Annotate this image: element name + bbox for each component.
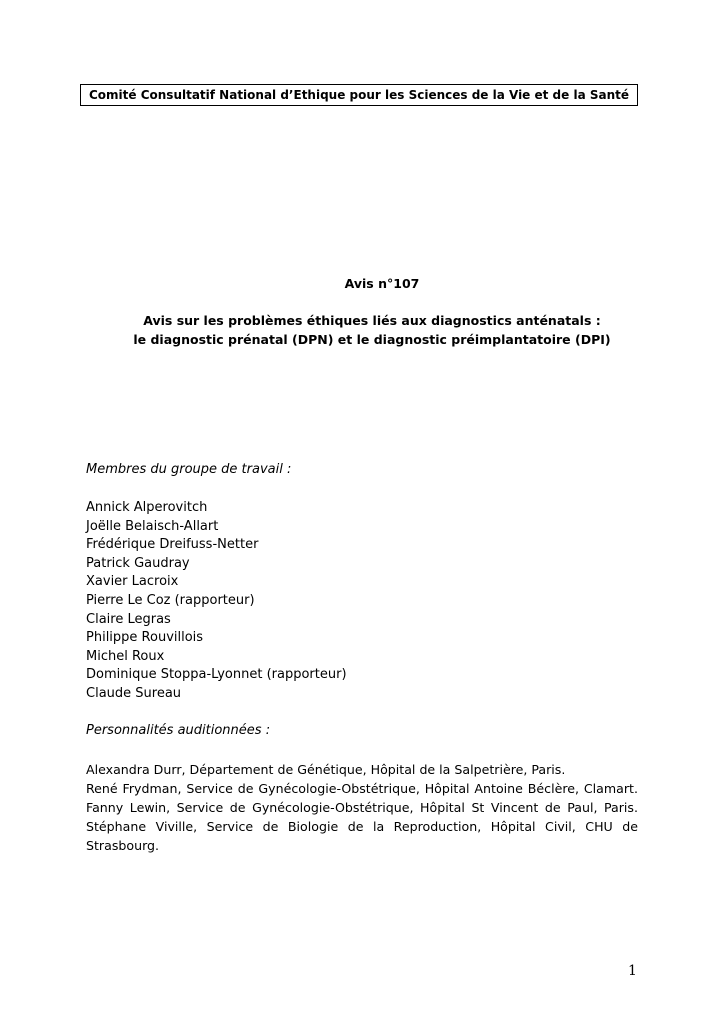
member-name: Annick Alperovitch — [86, 500, 208, 515]
members-list — [86, 499, 347, 704]
avis-title-line-1: Avis sur les problèmes éthiques liés aux diagnostics anténatals : — [143, 313, 601, 328]
member-name: Dominique Stoppa-Lyonnet (rapporteur) — [86, 667, 347, 683]
personalities-heading: Personnalités auditionnées : — [86, 723, 271, 738]
committee-header — [80, 84, 638, 106]
committee-name: Comité Consultatif National d’Ethique pour les Sciences de la Vie et de la Santé — [88, 88, 630, 102]
member-name: Joëlle Belaisch-Allart — [86, 518, 219, 534]
member-name: Frédérique Dreifuss-Netter — [86, 537, 259, 553]
page-number: 1 — [628, 963, 637, 979]
personalities-list — [86, 760, 638, 855]
member-name: Pierre Le Coz (rapporteur) — [86, 592, 255, 608]
personality-line: Fanny Lewin, Service de Gynécologie-Obstétrique, Hôpital St Vincent de Paul, Paris. — [86, 800, 638, 815]
member-name: Patrick Gaudray — [86, 555, 190, 571]
member-name: Philippe Rouvillois — [86, 630, 204, 646]
member-name: Claire Legras — [86, 611, 171, 627]
personality-line: Strasbourg. — [86, 838, 160, 853]
personality-line: René Frydman, Service de Gynécologie-Obstétrique, Hôpital Antoine Béclère, Clamart. — [86, 781, 638, 796]
avis-title-line-2: le diagnostic prénatal (DPN) et le diagnostic préimplantatoire (DPI) — [133, 332, 611, 347]
members-heading: Membres du groupe de travail : — [86, 462, 292, 477]
avis-number: Avis n°107 — [344, 276, 420, 291]
personality-line: Stéphane Viville, Service de Biologie de la Reproduction, Hôpital Civil, CHU de — [86, 819, 638, 834]
member-name: Michel Roux — [86, 648, 165, 664]
personality-line: Alexandra Durr, Département de Génétique, Hôpital de la Salpetrière, Paris. — [86, 762, 566, 777]
member-name: Claude Sureau — [86, 685, 182, 701]
member-name: Xavier Lacroix — [86, 574, 179, 590]
